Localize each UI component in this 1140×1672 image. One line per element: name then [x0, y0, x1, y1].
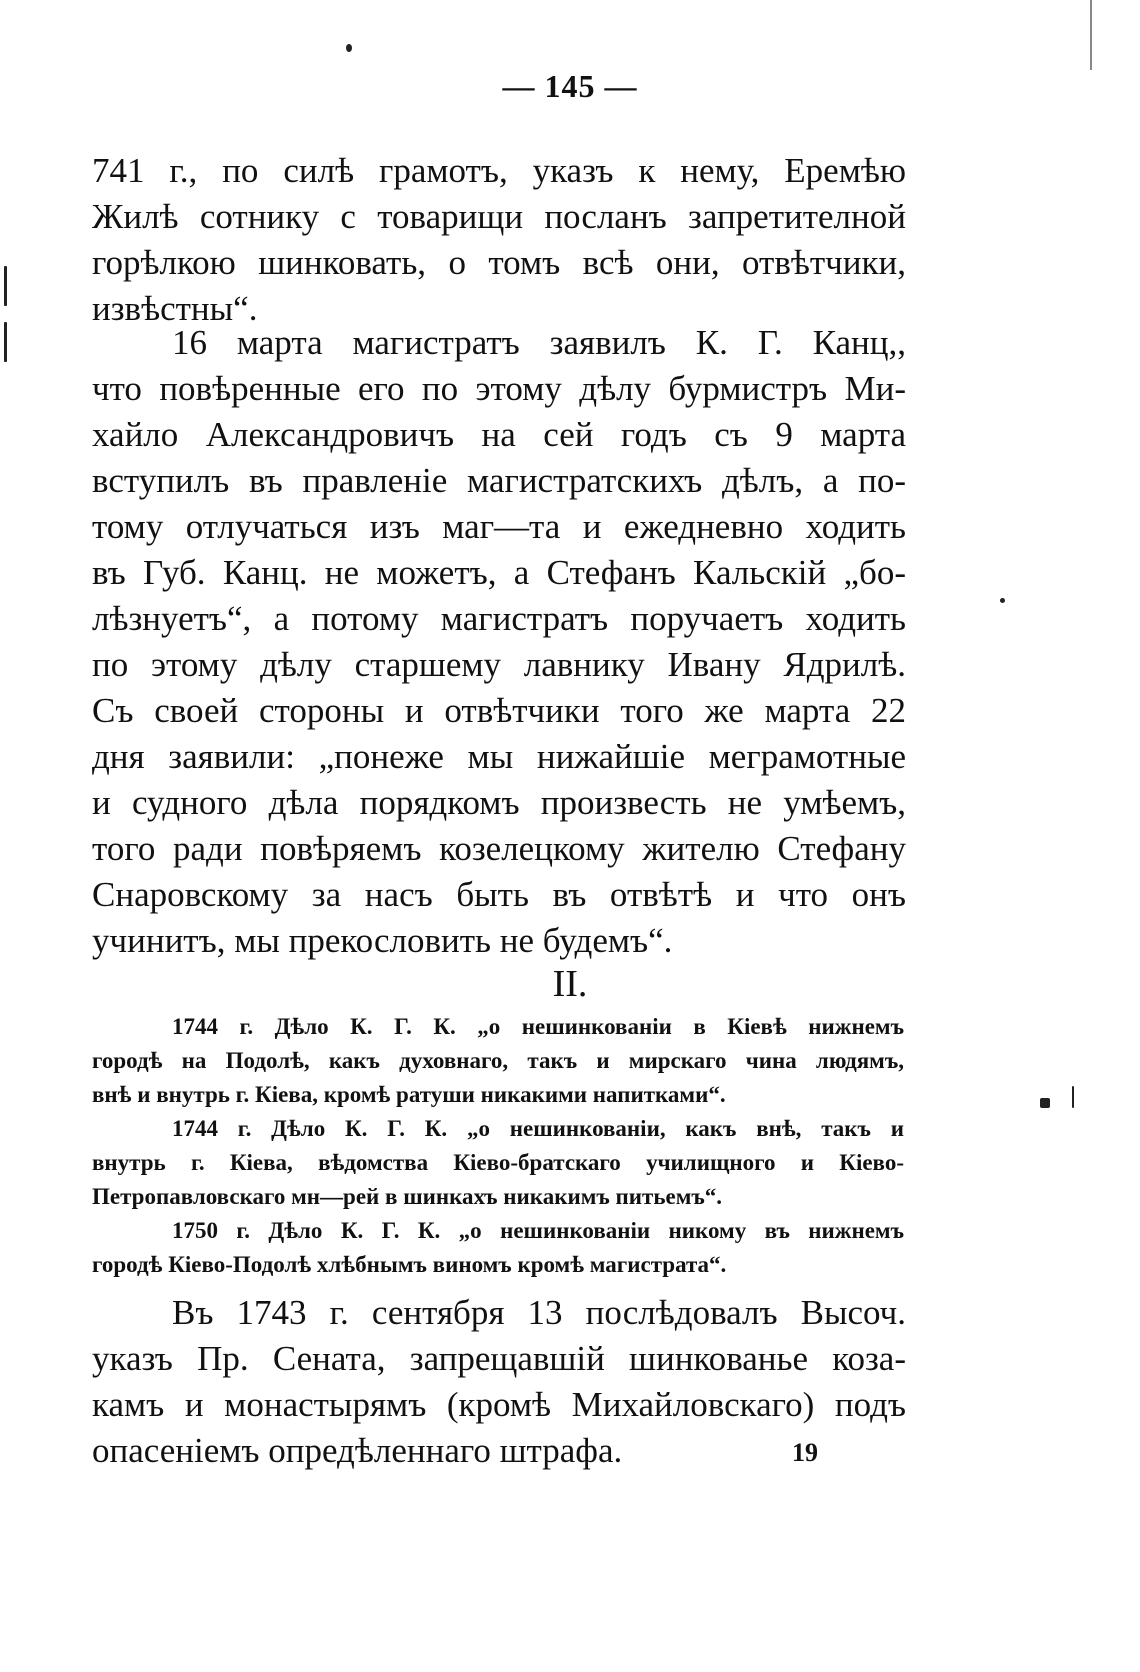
text-line: и судного дѣла порядкомъ произвесть не умѣемъ,: [92, 783, 906, 822]
note-line: 1750 г. Дѣло К. Г. К. „о нешинкованіи никому въ нижнемъ: [172, 1218, 904, 1243]
note-line: городѣ Кіево-Подолѣ хлѣбнымъ виномъ кромѣ магистрата“.: [92, 1252, 727, 1277]
ink-speck: [1040, 1098, 1050, 1108]
text-line: того ради повѣряемъ козелецкому жителю Стефану: [92, 829, 906, 868]
text-line: Съ своей стороны и отвѣтчики того же марта 22: [92, 691, 906, 730]
section-heading: II.: [552, 963, 588, 1005]
notes-block: [92, 1010, 904, 1282]
ink-speck: [1000, 598, 1005, 603]
text-line: горѣлкою шинковать, о томъ всѣ они, отвѣтчики,: [92, 243, 906, 282]
note-line: внѣ и внутрь г. Кіева, кромѣ ратуши никакими напитками“.: [92, 1082, 726, 1107]
text-line: вступилъ въ правленіе магистратскихъ дѣлъ, а по-: [92, 461, 906, 500]
text-line: 741 г., по силѣ грамотъ, указъ к нему, Еремѣю: [92, 151, 906, 190]
signature-mark: 19: [792, 1438, 818, 1467]
note-line: Петропавловскаго мн—рей в шинкахъ никакимъ питьемъ“.: [92, 1184, 723, 1209]
text-line: что повѣренные его по этому дѣлу бурмистръ Ми-: [92, 369, 906, 408]
note-line: 1744 г. Дѣло К. Г. К. „о нешинкованіи в Кіевѣ нижнемъ: [172, 1014, 904, 1039]
text-line: учинитъ, мы прекословить не будемъ“.: [92, 921, 673, 960]
text-line: тому отлучаться изъ маг—та и ежедневно ходить: [92, 507, 906, 546]
paragraph-2: [92, 320, 906, 964]
text-line: Жилѣ сотнику с товарищи посланъ запретителной: [92, 197, 906, 236]
page-edge-rule: [1090, 0, 1092, 70]
text-line: лѣзнуетъ“, а потому магистратъ поручаетъ ходить: [92, 599, 906, 638]
text-line: хайло Александровичъ на сей годъ съ 9 марта: [92, 415, 906, 454]
text-line: по этому дѣлу старшему лавнику Ивану Ядрилѣ.: [92, 645, 906, 684]
paragraph-1: [92, 148, 906, 332]
text-line: дня заявили: „понеже мы нижайшіе меграмотные: [92, 737, 906, 776]
ink-speck: [4, 322, 7, 362]
page-number-header: — 145 —: [502, 68, 638, 104]
text-line: Снаровскому за насъ быть въ отвѣтѣ и что онъ: [92, 875, 906, 914]
ink-speck: [4, 266, 7, 306]
text-line: Въ 1743 г. сентября 13 послѣдовалъ Высоч.: [172, 1293, 906, 1332]
text-line: въ Губ. Канц. не можетъ, а Стефанъ Кальскій „бо-: [92, 553, 906, 592]
paragraph-3: [92, 1290, 906, 1474]
text-line: опасеніемъ опредѣленнаго штрафа.: [92, 1431, 623, 1470]
text-line: камъ и монастырямъ (кромѣ Михайловскаго) подъ: [92, 1385, 906, 1424]
note-line: 1744 г. Дѣло К. Г. К. „о нешинкованіи, какъ внѣ, такъ и: [172, 1116, 904, 1141]
ink-speck: [1072, 1086, 1074, 1108]
note-line: городѣ на Подолѣ, какъ духовнаго, такъ и мирскаго чина людямъ,: [92, 1048, 904, 1073]
text-line: указъ Пр. Сената, запрещавшій шинкованье коза-: [92, 1339, 906, 1378]
text-line: 16 марта магистратъ заявилъ К. Г. Канц,,: [172, 323, 906, 362]
note-line: внутрь г. Кіева, вѣдомства Кіево-братскаго училищного и Кіево-: [92, 1150, 904, 1175]
text-line: извѣстны“.: [92, 289, 258, 328]
ink-speck: [346, 44, 352, 52]
